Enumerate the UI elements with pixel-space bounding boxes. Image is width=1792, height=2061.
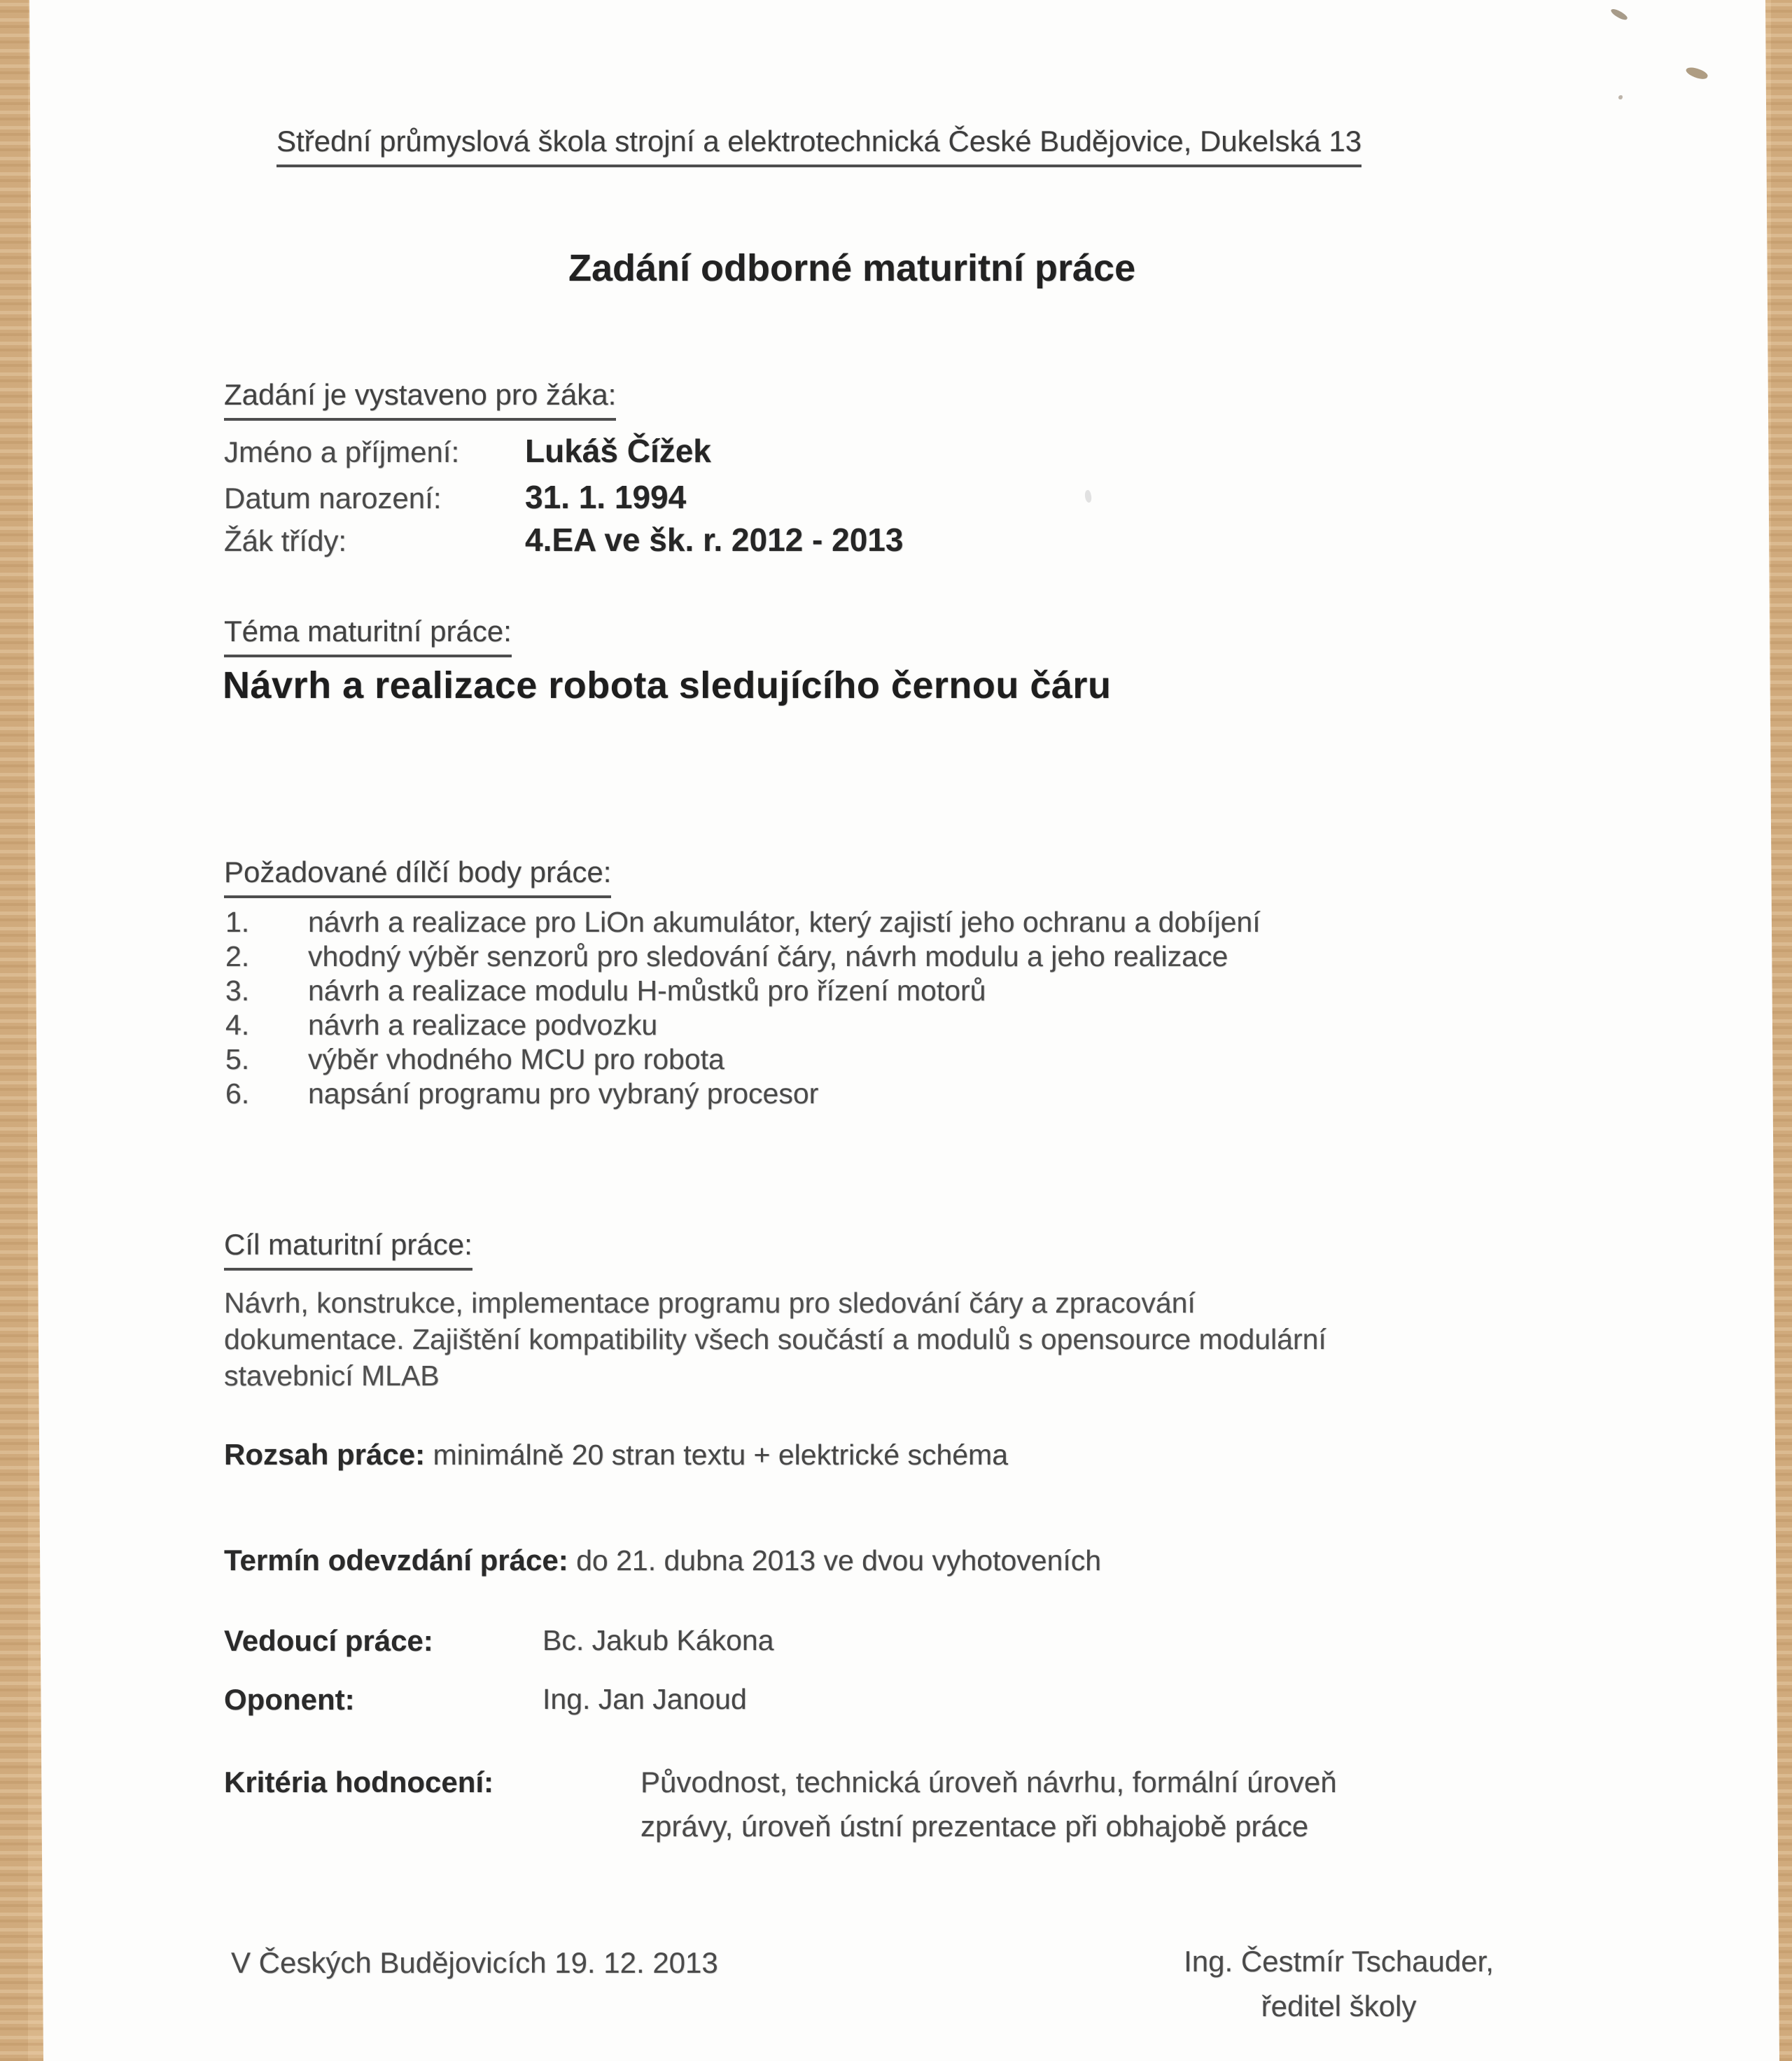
goal-paragraph xyxy=(224,1285,1326,1395)
thesis-topic-title: Návrh a realizace robota sledujícího černou čáru xyxy=(223,664,1112,706)
class-value: 4.EA ve šk. r. 2012 - 2013 xyxy=(525,522,904,558)
list-item xyxy=(225,939,1261,973)
goal-line: dokumentace. Zajištění kompatibility všech součástí a modulů s opensource modulární xyxy=(224,1323,1326,1355)
student-class-row xyxy=(224,520,903,561)
supervisor-label: Vedoucí práce: xyxy=(224,1624,433,1657)
class-label: Žák třídy: xyxy=(224,524,347,557)
name-value: Lukáš Čížek xyxy=(525,433,711,469)
item-number: 2. xyxy=(225,940,250,972)
criteria-line: Původnost, technická úroveň návrhu, formální úroveň xyxy=(640,1766,1337,1798)
supervisor-value: Bc. Jakub Kákona xyxy=(542,1624,774,1656)
requirements-section-heading: Požadované dílčí body práce: xyxy=(224,854,611,898)
list-item xyxy=(225,1076,1261,1110)
item-text: napsání programu pro vybraný procesor xyxy=(308,1077,819,1110)
item-text: vhodný výběr senzorů pro sledování čáry, návrh modulu a jeho realizace xyxy=(308,940,1228,972)
scan-speck xyxy=(1610,7,1629,22)
scan-speck xyxy=(1084,489,1093,503)
scope-row xyxy=(224,1437,1008,1474)
item-text: výběr vhodného MCU pro robota xyxy=(308,1043,724,1075)
birth-label: Datum narození: xyxy=(224,482,442,515)
deadline-label: Termín odevzdání práce: xyxy=(224,1544,568,1577)
student-name-row xyxy=(224,431,711,472)
place-and-date: V Českých Budějovicích 19. 12. 2013 xyxy=(231,1946,718,1979)
list-item xyxy=(225,1007,1261,1042)
school-header xyxy=(276,123,1362,167)
criteria-line: zprávy, úroveň ústní prezentace při obhajobě práce xyxy=(640,1810,1309,1843)
item-text: návrh a realizace podvozku xyxy=(308,1009,658,1041)
scope-label: Rozsah práce: xyxy=(224,1438,426,1471)
scope-value: minimálně 20 stran textu + elektrické schéma xyxy=(433,1439,1009,1471)
item-number: 4. xyxy=(225,1009,250,1041)
item-number: 5. xyxy=(225,1043,250,1075)
supervisor-row xyxy=(224,1623,774,1660)
item-text: návrh a realizace modulu H-můstků pro řízení motorů xyxy=(308,974,986,1007)
signature-block xyxy=(1141,1943,1536,2033)
opponent-label: Oponent: xyxy=(224,1683,355,1716)
list-item xyxy=(225,973,1261,1007)
name-label: Jméno a příjmení: xyxy=(224,435,460,468)
opponent-value: Ing. Jan Janoud xyxy=(542,1683,747,1715)
school-header-text: Střední průmyslová škola strojní a elektrotechnická České Budějovice, Dukelská 13 xyxy=(276,123,1362,167)
criteria-row xyxy=(224,1764,1337,1852)
scan-speck xyxy=(1685,64,1709,81)
item-number: 6. xyxy=(225,1077,250,1110)
deadline-value: do 21. dubna 2013 ve dvou vyhotoveních xyxy=(576,1544,1102,1577)
student-birth-row xyxy=(224,477,686,518)
goal-line: Návrh, konstrukce, implementace programu pro sledování čáry a zpracování xyxy=(224,1287,1196,1319)
birth-value: 31. 1. 1994 xyxy=(525,479,687,515)
requirements-list xyxy=(225,904,1261,1110)
document-title: Zadání odborné maturitní práce xyxy=(568,247,1136,289)
student-section-heading: Zadání je vystaveno pro žáka: xyxy=(224,377,616,421)
scan-speck xyxy=(1618,95,1623,99)
deadline-row xyxy=(224,1542,1101,1579)
opponent-row xyxy=(224,1682,747,1719)
topic-section-heading: Téma maturitní práce: xyxy=(224,613,512,657)
item-text: návrh a realizace pro LiOn akumulátor, který zajistí jeho ochranu a dobíjení xyxy=(308,906,1261,938)
item-number: 3. xyxy=(225,974,250,1007)
item-number: 1. xyxy=(225,906,250,938)
signer-role: ředitel školy xyxy=(1261,1990,1417,2022)
list-item xyxy=(225,1042,1261,1076)
goal-line: stavebnicí MLAB xyxy=(224,1360,440,1392)
list-item xyxy=(225,904,1261,939)
signer-name: Ing. Čestmír Tschauder, xyxy=(1184,1945,1494,1978)
criteria-label: Kritéria hodnocení: xyxy=(224,1766,494,1798)
goal-section-heading: Cíl maturitní práce: xyxy=(224,1227,472,1271)
criteria-value xyxy=(640,1764,1337,1852)
